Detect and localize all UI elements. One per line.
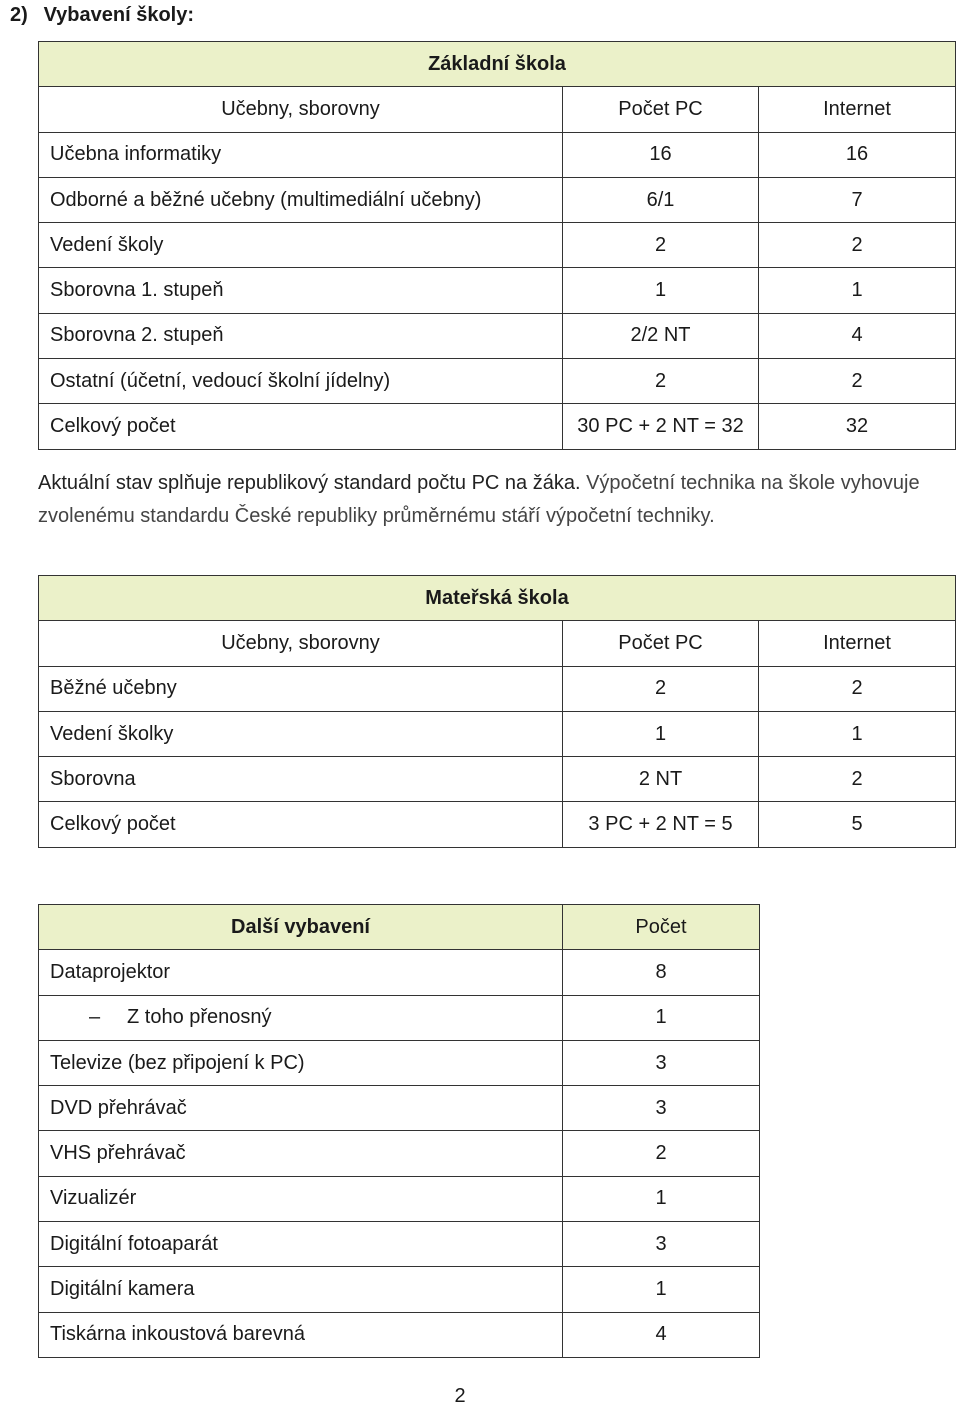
table-total-row [39,802,956,847]
col-header-equipment: Další vybavení [39,905,563,950]
internet-cell: 32 [759,404,956,449]
pc-count-cell: 2 NT [563,757,759,802]
internet-cell: 1 [759,711,956,756]
table-row [39,1086,760,1131]
row-label-sub [39,995,563,1040]
internet-cell: 2 [759,223,956,268]
count-cell: 4 [563,1312,760,1357]
page-number: 2 [454,1385,466,1407]
row-label: Sborovna 1. stupeň [39,268,563,313]
row-label: Sborovna 2. stupeň [39,313,563,358]
count-cell: 2 [563,1131,760,1176]
note-part-2: Výpočetní technika na škole vyhovuje zvolenému standardu České republiky průměrnému stáří výpočetní techniky. [38,472,920,527]
table-header-row [39,621,956,666]
internet-cell: 7 [759,177,956,222]
col-header-rooms: Učebny, sborovny [39,87,563,132]
col-header-rooms: Učebny, sborovny [39,621,563,666]
table-row [39,950,760,995]
row-label: Odborné a běžné učebny (multimediální učebny) [39,177,563,222]
count-cell: 8 [563,950,760,995]
table-row [39,268,956,313]
table-row [39,1176,760,1221]
table-row [39,177,956,222]
pc-count-cell: 6/1 [563,177,759,222]
table-row [39,666,956,711]
table-row [39,1312,760,1357]
row-label: Digitální fotoaparát [39,1222,563,1267]
row-label: Televize (bez připojení k PC) [39,1040,563,1085]
other-equipment-table [38,904,760,1358]
count-cell: 3 [563,1086,760,1131]
col-header-pc-count: Počet PC [563,621,759,666]
pc-count-cell: 2/2 NT [563,313,759,358]
count-cell: 1 [563,1176,760,1221]
count-cell: 3 [563,1222,760,1267]
row-label: Ostatní (účetní, vedoucí školní jídelny) [39,359,563,404]
pc-count-cell: 2 [563,359,759,404]
zs-table-title: Základní škola [39,42,956,87]
pc-count-cell: 2 [563,666,759,711]
col-header-internet: Internet [759,87,956,132]
ms-equipment-table [38,575,956,848]
row-label: Digitální kamera [39,1267,563,1312]
table-row [39,223,956,268]
standard-note [38,467,938,533]
row-label: Vedení školky [39,711,563,756]
row-label: Běžné učebny [39,666,563,711]
table-row [39,1131,760,1176]
internet-cell: 4 [759,313,956,358]
row-label: Tiskárna inkoustová barevná [39,1312,563,1357]
row-label-text: Z toho přenosný [127,1006,272,1029]
row-label: Vizualizér [39,1176,563,1221]
pc-count-cell: 30 PC + 2 NT = 32 [563,404,759,449]
internet-cell: 2 [759,757,956,802]
table-title-row [39,576,956,621]
internet-cell: 1 [759,268,956,313]
table-row [39,995,760,1040]
table-title-row [39,42,956,87]
row-label: VHS přehrávač [39,1131,563,1176]
ms-table-title: Mateřská škola [39,576,956,621]
table-row [39,359,956,404]
section-title: Vybavení školy: [43,4,195,26]
internet-cell: 2 [759,666,956,711]
table-row [39,313,956,358]
table-row [39,757,956,802]
table-header-row [39,905,760,950]
row-label: Vedení školy [39,223,563,268]
pc-count-cell: 2 [563,223,759,268]
count-cell: 1 [563,995,760,1040]
dash-bullet-icon: ‒ [89,1006,101,1029]
row-label: DVD přehrávač [39,1086,563,1131]
internet-cell: 16 [759,132,956,177]
table-row [39,711,956,756]
pc-count-cell: 3 PC + 2 NT = 5 [563,802,759,847]
row-label: Dataprojektor [39,950,563,995]
col-header-internet: Internet [759,621,956,666]
table-header-row [39,87,956,132]
col-header-pc-count: Počet PC [563,87,759,132]
row-label: Celkový počet [39,404,563,449]
row-label: Sborovna [39,757,563,802]
table-row [39,1222,760,1267]
table-row [39,1040,760,1085]
pc-count-cell: 1 [563,268,759,313]
row-label: Celkový počet [39,802,563,847]
zs-equipment-table [38,41,956,450]
row-label: Učebna informatiky [39,132,563,177]
count-cell: 3 [563,1040,760,1085]
internet-cell: 2 [759,359,956,404]
col-header-count: Počet [563,905,760,950]
table-row [39,132,956,177]
section-number: 2) [10,4,28,26]
table-total-row [39,404,956,449]
pc-count-cell: 1 [563,711,759,756]
internet-cell: 5 [759,802,956,847]
section-heading [10,2,194,28]
table-row [39,1267,760,1312]
count-cell: 1 [563,1267,760,1312]
note-part-1: Aktuální stav splňuje republikový standard počtu PC na žáka. [38,472,581,494]
pc-count-cell: 16 [563,132,759,177]
